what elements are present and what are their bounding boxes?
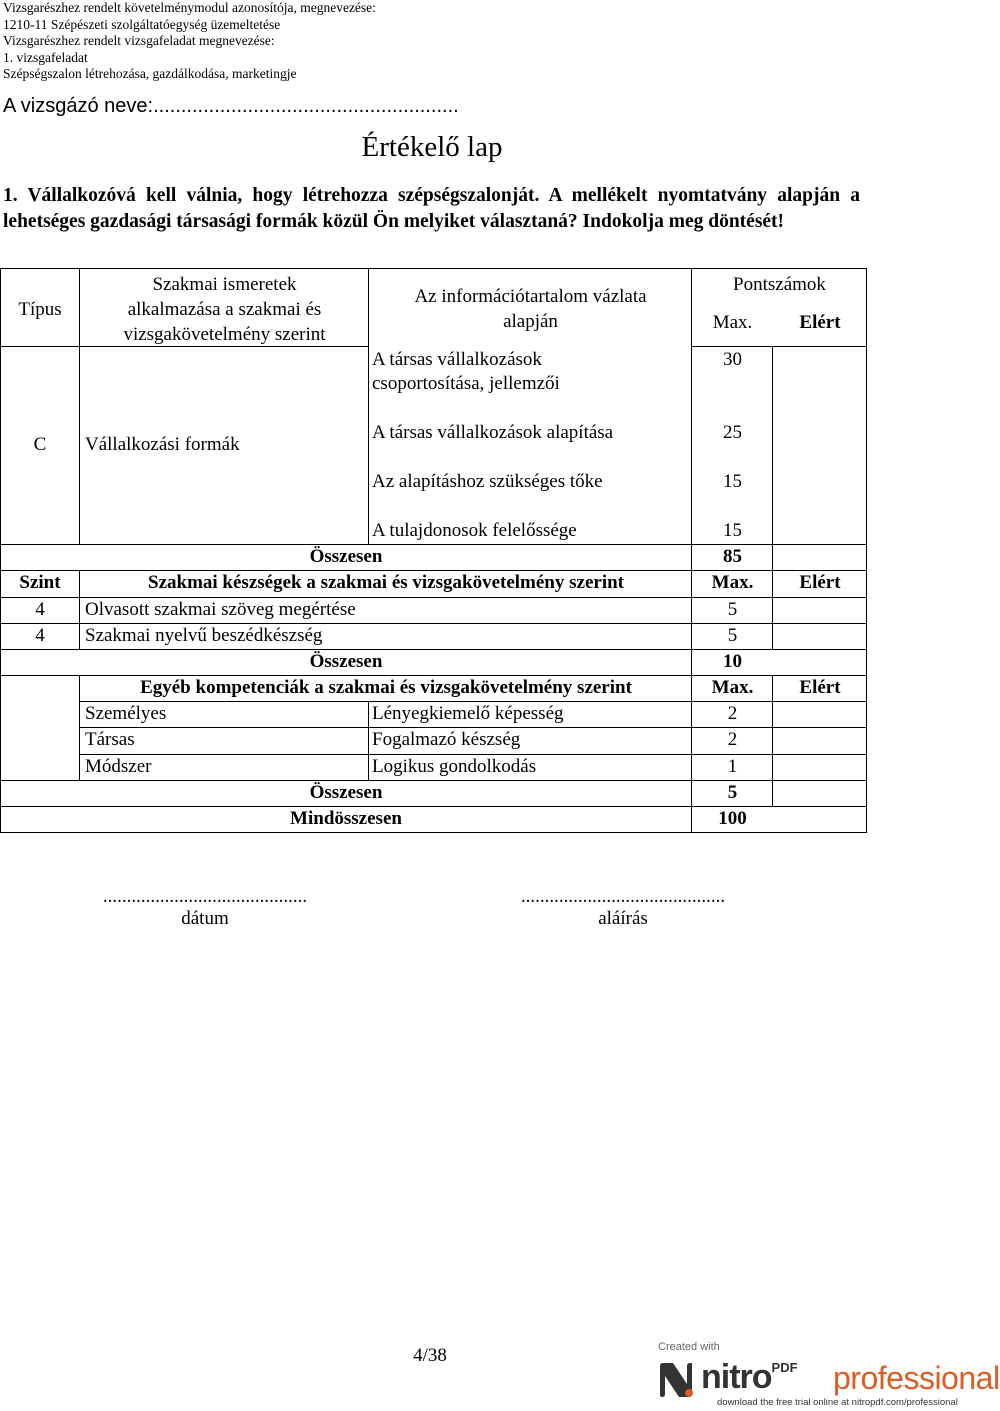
comp-head-title: Egyéb kompetenciák a szakmai és vizsgakövetelmény szerint [140,677,632,698]
sum-2-label: Összesen [309,651,383,672]
skill-1-name: Olvasott szakmai szöveg megértése [85,599,356,620]
skills-head-szint: Szint [19,572,61,593]
skills-head-elert: Elért [799,572,841,593]
grand-total-label: Mindösszesen [290,808,402,829]
type-value: C [33,434,47,455]
sum-1-value: 85 [723,546,742,567]
sign-dots: ........................................... [520,886,726,907]
header-line-3: Vizsgarészhez rendelt vizsgafeladat megnevezése: [3,33,275,48]
comp-head-max: Max. [711,677,754,698]
item-1-line-2: csoportosítása, jellemzői [372,373,560,394]
page-title: Értékelő lap [361,131,503,163]
candidate-name-field: A vizsgázó neve:....................................................... [3,95,459,117]
item-3-text: Az alapításhoz szükséges tőke [372,471,603,492]
topic: Vállalkozási formák [85,434,240,455]
header-elert: Elért [799,312,841,333]
header-max: Max. [712,312,753,333]
sum-2-value: 10 [723,651,742,672]
nitro-watermark [655,1340,1000,1411]
comp-head-elert: Elért [799,677,841,698]
comp-3-name: Logikus gondolkodás [372,756,537,777]
document-header [3,0,376,83]
comp-1-name: Lényegkiemelő képesség [372,703,564,724]
date-label: dátum [181,908,229,929]
skills-head-max: Max. [711,572,754,593]
item-2-max: 25 [723,422,742,443]
comp-3-category: Módszer [85,756,152,777]
nitro-brand-sup: PDF [771,1360,798,1375]
item-2-text: A társas vállalkozások alapítása [372,422,614,443]
sign-label: aláírás [598,908,648,929]
skills-head-title: Szakmai készségek a szakmai és vizsgakövetelmény szerint [148,572,624,593]
nitro-product: professional [833,1360,1000,1396]
header-szakmai-3: vizsgakövetelmény szerint [123,324,326,345]
comp-1-max: 2 [727,703,738,724]
item-4-max: 15 [723,520,742,541]
comp-2-max: 2 [727,729,738,750]
grand-total-value: 100 [718,808,747,829]
page-number: 4/38 [413,1345,447,1366]
header-szakmai-2: alkalmazása a szakmai és [127,299,322,320]
nitro-logo-icon [657,1360,695,1400]
header-szakmai-1: Szakmai ismeretek [152,274,297,295]
skill-1-max: 5 [727,599,738,620]
item-1-max: 30 [723,349,742,370]
skill-2-level: 4 [35,625,45,646]
date-signature-block [80,886,330,930]
created-with-label: Created with [658,1341,720,1353]
header-line-4: 1. vizsgafeladat [3,49,88,65]
skill-1-level: 4 [35,599,45,620]
comp-2-name: Fogalmazó készség [372,729,521,750]
header-line-5: Szépségszalon létrehozása, gazdálkodása, marketingje [3,66,297,81]
header-tipus: Típus [18,299,62,320]
nitro-download-text: download the free trial online at nitropdf.com/professional [717,1397,958,1408]
header-info-1: Az információtartalom vázlata [414,286,647,307]
sign-signature-block [498,886,748,930]
skill-2-name: Szakmai nyelvű beszédkészség [85,625,323,646]
header-line-1: Vizsgarészhez rendelt követelménymodul azonosítója, megnevezése: [3,0,376,15]
comp-1-category: Személyes [85,703,167,724]
nitro-brand-text: nitro [701,1358,772,1396]
task-description: 1. Vállalkozóvá kell válnia, hogy létrehozza szépségszalonját. A mellékelt nyomtatvány alapján a lehetséges gazdasági társasági formák közül Ön melyiket választaná? Indokolja meg döntését! [3,185,860,232]
sum-1-label: Összesen [309,546,383,567]
date-dots: ........................................... [102,886,308,907]
comp-2-category: Társas [85,729,135,750]
sum-3-value: 5 [727,782,738,803]
comp-3-max: 1 [727,756,738,777]
header-line-2: 1210-11 Szépészeti szolgáltatóegység üzemeltetése [3,16,281,32]
item-1-line-1: A társas vállalkozások [372,349,542,370]
item-4-text: A tulajdonosok felelőssége [372,520,577,541]
nitro-brand [701,1358,798,1397]
item-3-max: 15 [723,471,742,492]
header-info-2: alapján [503,311,558,332]
skill-2-max: 5 [727,625,738,646]
header-pontszamok: Pontszámok [733,274,826,295]
sum-3-label: Összesen [309,782,383,803]
